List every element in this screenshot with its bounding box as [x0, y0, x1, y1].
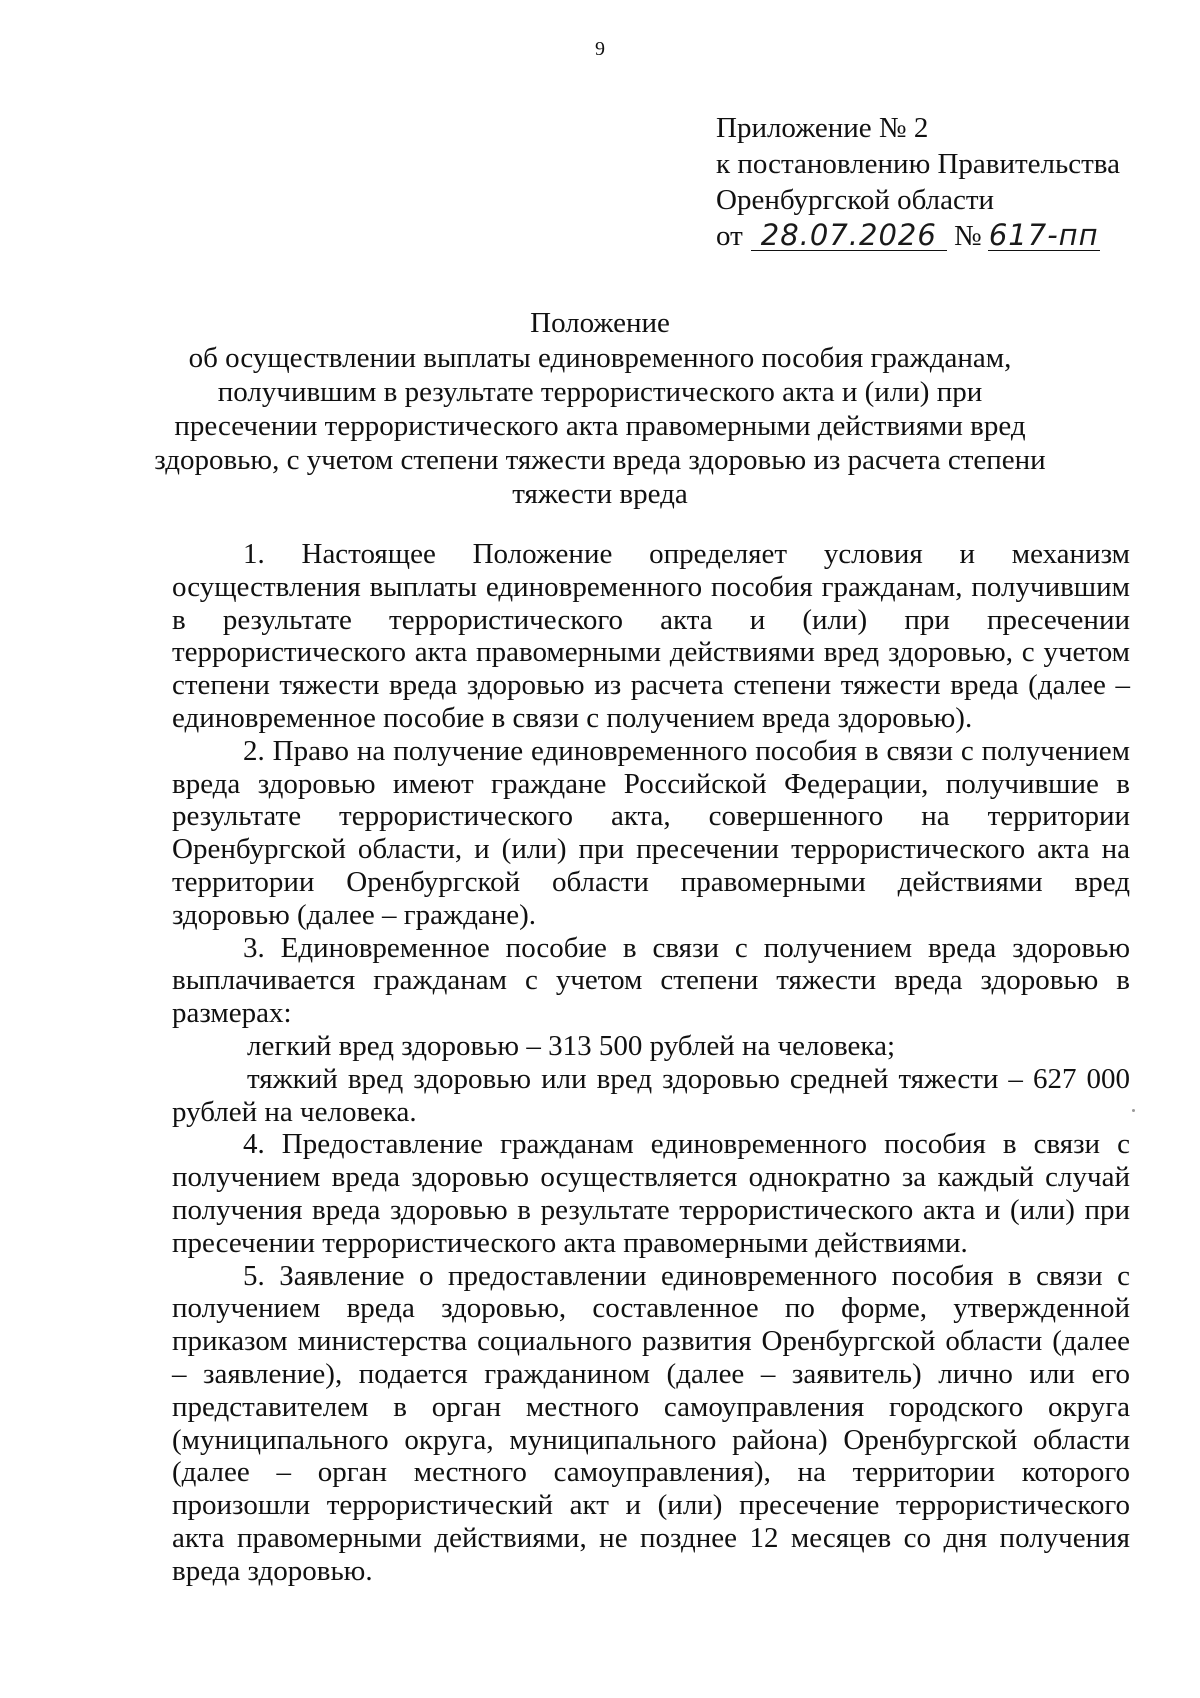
- paragraph-1: 1. Настоящее Положение определяет условия и механизм осуществления выплаты единовременного пособия гражданам, получившим в результате террористического акта и (или) при пресечении террористического акта правомерными действиями вред здоровью, с учетом степени тяжести вреда здоровью из расчета степени тяжести вреда (далее – единовременное пособие в связи с получением вреда здоровью).: [172, 538, 1130, 734]
- paragraph-4: 4. Предоставление гражданам единовременного пособия в связи с получением вреда здоровью осуществляется однократно за каждый случай получения вреда здоровью в результате террористического акта и (или) при пресечении террористического акта правомерными действиями.: [172, 1128, 1130, 1259]
- number-prefix: №: [954, 220, 982, 252]
- appendix-date-number-line: [716, 218, 1120, 254]
- document-title-block: [150, 306, 1050, 511]
- date-prefix: от: [716, 220, 743, 252]
- handwritten-number: 617-пп: [988, 218, 1099, 252]
- document-body: [172, 538, 1130, 1588]
- appendix-header: [716, 110, 1120, 254]
- paragraph-2: 2. Право на получение единовременного пособия в связи с получением вреда здоровью имеют граждане Российской Федерации, получившие в результате террористического акта, совершенного на территории Оренбургской области, и (или) при пресечении террористического акта на территории Оренбургской области правомерными действиями вред здоровью (далее – граждане).: [172, 734, 1130, 931]
- paragraph-3-item-severe: тяжкий вред здоровью или вред здоровью средней тяжести – 627 000 рублей на человека.: [172, 1062, 1130, 1128]
- paragraph-5: 5. Заявление о предоставлении единовременного пособия в связи с получением вреда здоровью, составленное по форме, утвержденной приказом министерства социального развития Оренбургской области (далее – заявление), подается гражданином (далее – заявитель) лично или его представителем в орган местного самоуправления городского округа (муниципального округа, муниципального района) Оренбургской области (далее – орган местного самоуправления), на территории которого произошли террористический акт и (или) пресечение террористического акта правомерными действиями, не позднее 12 месяцев со дня получения вреда здоровью.: [172, 1259, 1130, 1587]
- scan-artifact-dot: [1132, 1109, 1135, 1112]
- appendix-title: Приложение № 2: [716, 112, 929, 144]
- page-number: 9: [595, 38, 605, 60]
- paragraph-3: 3. Единовременное пособие в связи с получением вреда здоровью выплачивается гражданам с учетом степени тяжести вреда здоровью в размерах:: [172, 931, 1130, 1030]
- document-heading: Положение: [530, 307, 670, 339]
- paragraph-3-item-light: легкий вред здоровью – 313 500 рублей на человека;: [247, 1029, 895, 1062]
- document-subtitle: об осуществлении выплаты единовременного пособия гражданам, получившим в результате террористического акта и (или) при пресечении террористического акта правомерными действиями вред здоровью, с учетом степени тяжести вреда здоровью из расчета степени тяжести вреда: [154, 342, 1046, 510]
- handwritten-date: 28.07.2026: [751, 220, 947, 251]
- appendix-reference: к постановлению Правительства: [716, 148, 1120, 180]
- appendix-region: Оренбургской области: [716, 184, 995, 216]
